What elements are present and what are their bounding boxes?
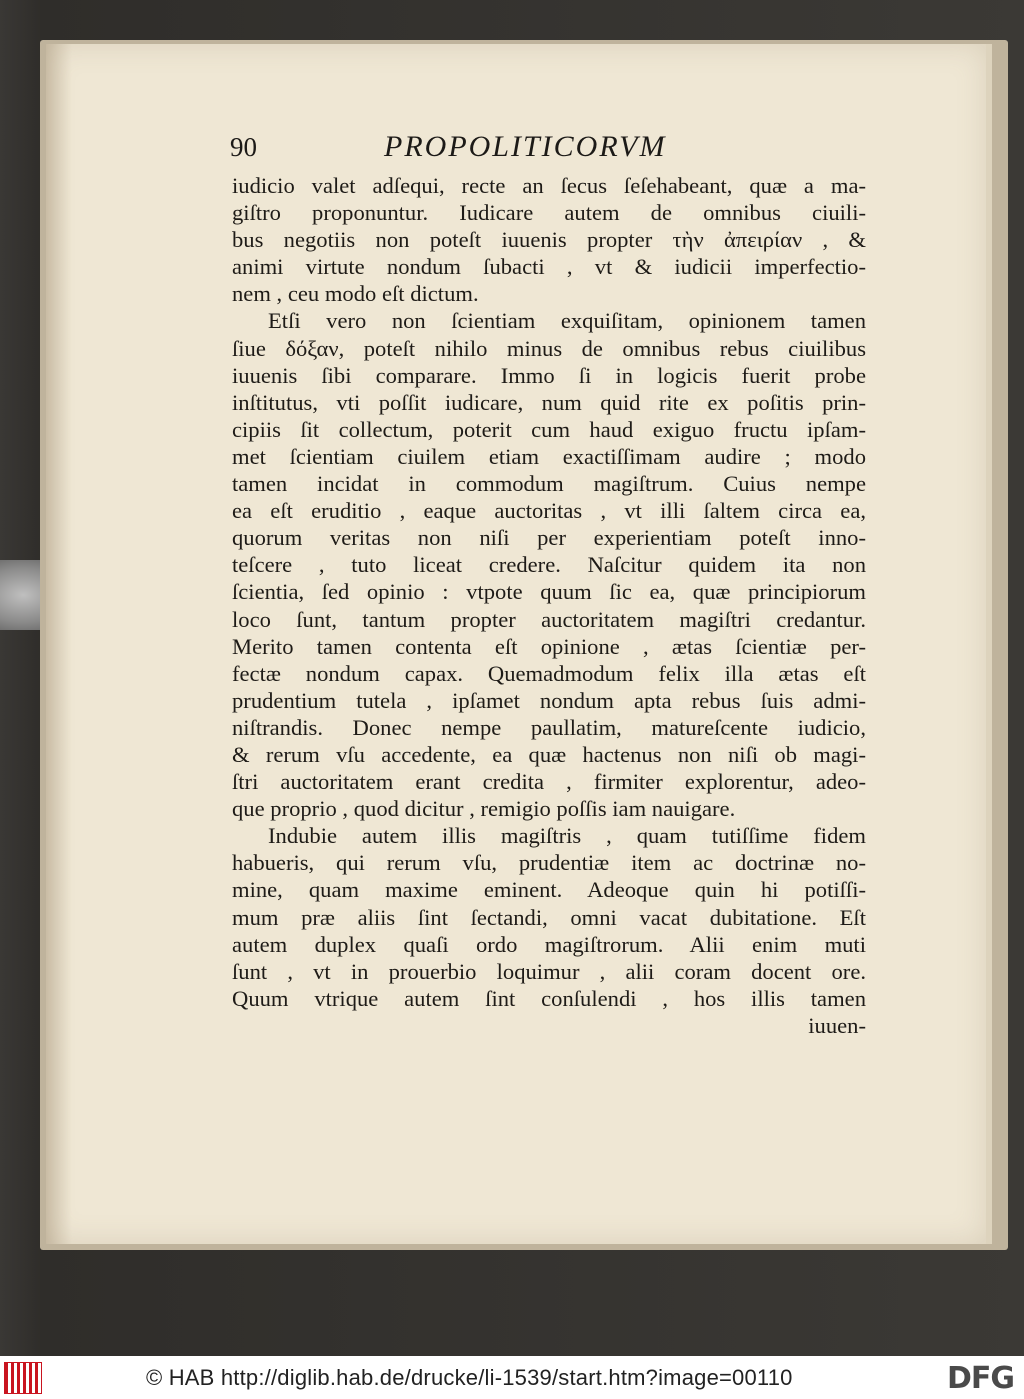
text-line: met ſcientiam ciuilem etiam exactiſſimam audire ; modo <box>232 443 866 469</box>
text-line: mine, quam maxime eminent. Adeoque quin hi potiſſi- <box>232 877 866 903</box>
dfg-logo: DFG <box>946 1361 1014 1396</box>
catchword: iuuen- <box>808 1012 866 1038</box>
text-line: Etſi vero non ſcientiam exquiſitam, opinionem tamen <box>268 308 866 334</box>
text-line: ſcientia, ſed opinio : vtpote quum ſic ea, quæ principiorum <box>232 579 866 605</box>
text-line: tamen incidat in commodum magiſtrum. Cuius nempe <box>232 471 866 497</box>
text-line: inſtitutus, vti poſſit iudicare, num quid rite ex poſitis prin- <box>232 389 866 415</box>
text-line: Quum vtrique autem ſint conſulendi , hos illis tamen <box>232 985 866 1011</box>
text-line: niſtrandis. Donec nempe paullatim, matureſcente iudicio, <box>232 714 866 740</box>
text-line: ſiue δόξαν, poteſt nihilo minus de omnibus rebus ciuilibus <box>232 335 866 361</box>
text-line: bus negotiis non poteſt iuuenis propter τὴν ἀπειρίαν , & <box>232 227 866 253</box>
text-line: habueris, qui rerum vſu, prudentiæ item ac doctrinæ no- <box>232 850 866 876</box>
text-line: loco ſunt, tantum propter auctoritatem magiſtri credantur. <box>232 606 866 632</box>
text-line: ea eſt eruditio , eaque auctoritas , vt illi ſaltem circa ea, <box>232 498 866 524</box>
page-number: 90 <box>230 132 257 162</box>
running-head: PROPOLITICORVM <box>384 130 667 163</box>
text-line: iuuenis ſibi comparare. Immo ſi in logicis fuerit probe <box>232 362 866 388</box>
text-line: iudicio valet adſequi, recte an ſecus ſeſehabeant, quæ a ma- <box>232 173 866 198</box>
text-line: & rerum vſu accedente, ea quæ hactenus non niſi ob magi- <box>232 741 866 767</box>
text-line: autem duplex quaſi ordo magiſtrorum. Alii enim muti <box>232 931 866 957</box>
text-line: giſtro proponuntur. Iudicare autem de omnibus ciuili- <box>232 200 866 226</box>
text-line: ſunt , vt in prouerbio loquimur , alii coram docent ore. <box>232 958 866 984</box>
text-line: fectæ nondum capax. Quemadmodum felix illa ætas eſt <box>232 660 866 686</box>
footer-bar <box>0 1356 1024 1399</box>
body-text <box>232 172 866 1039</box>
page-header <box>230 130 870 170</box>
text-line: cipiis ſit collectum, poterit cum haud exiguo fructu ipſam- <box>232 416 866 442</box>
text-line: quorum veritas non niſi per experientiam poteſt inno- <box>232 525 866 551</box>
text-line: Indubie autem illis magiſtris , quam tutiſſime fidem <box>268 823 866 849</box>
text-line: animi virtute nondum ſubacti , vt & iudicii imperfectio- <box>232 254 866 280</box>
text-line: teſcere , tuto liceat credere. Naſcitur quidem ita non <box>232 552 866 578</box>
text-line: que proprio , quod dicitur , remigio poſſis iam nauigare. <box>232 796 736 822</box>
text-line: mum præ aliis ſint ſectandi, omni vacat dubitatione. Eſt <box>232 904 866 930</box>
barcode-icon <box>4 1362 42 1394</box>
text-line: ſtri auctoritatem erant credita , firmiter explorentur, adeo- <box>232 769 866 795</box>
text-line: Merito tamen contenta eſt opinione , ætas ſcientiæ per- <box>232 633 866 659</box>
text-line: nem , ceu modo eſt dictum. <box>232 281 479 307</box>
copyright-link[interactable]: © HAB http://diglib.hab.de/drucke/li-1539/start.htm?image=00110 <box>146 1364 793 1390</box>
text-line: prudentium tutela , ipſamet nondum apta rebus ſuis admi- <box>232 687 866 713</box>
